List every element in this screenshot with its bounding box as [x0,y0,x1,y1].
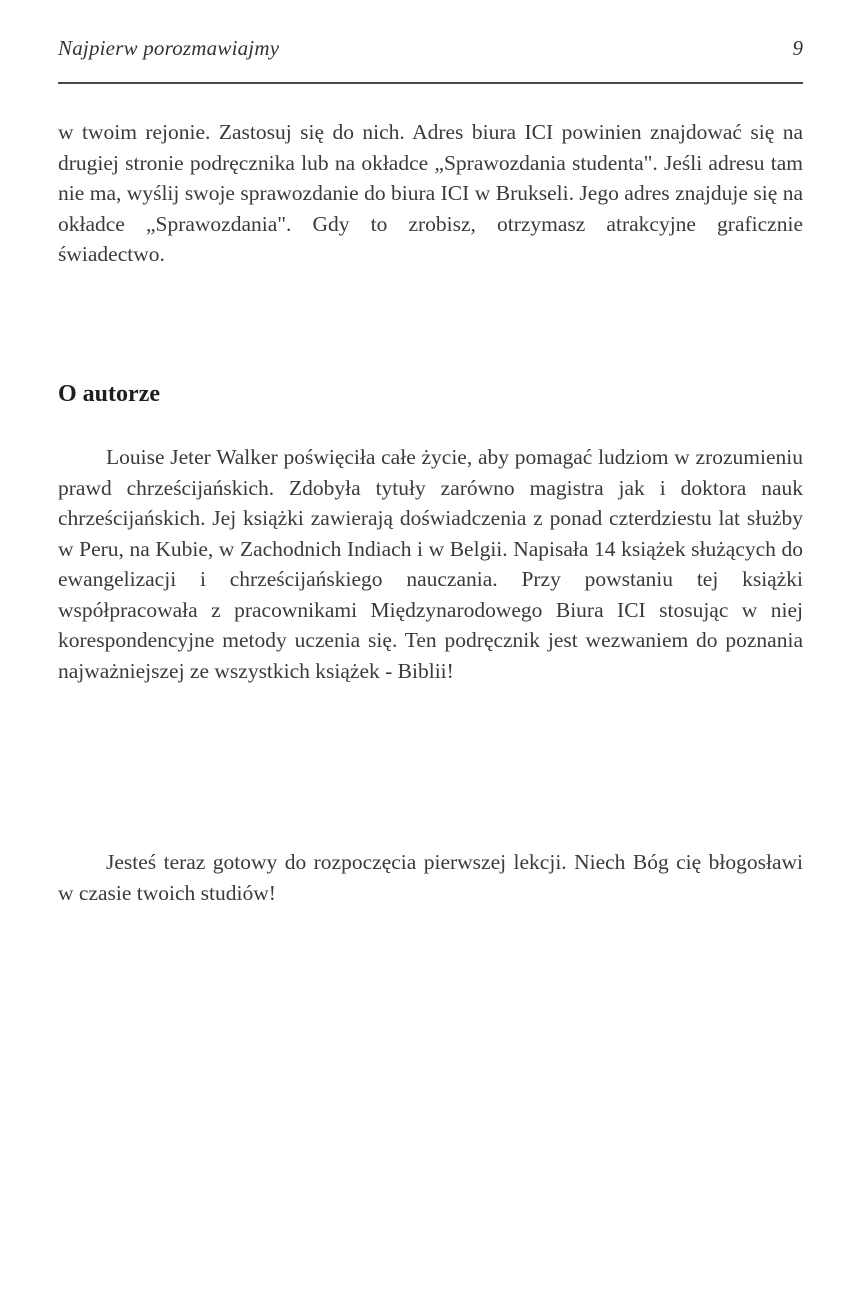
section-heading: O autorze [58,381,160,407]
author-bio-paragraph: Louise Jeter Walker poświęciła całe życie, aby pomagać ludziom w zrozumieniu prawd chrześcijańskich. Zdobyła tytuły zarówno magistra jak i doktora nauk chrześcijańskich. Jej książki zawierają doświadczenia z ponad czterdziestu lat służby w Peru, na Kubie, w Zachodnich Indiach i w Belgii. Napisała 14 książek służących do ewangelizacji i chrześcijańskiego nauczania. Przy powstaniu tej książki współpracowała z pracownikami Międzynarodowego Biura ICI stosując w niej korespondencyjne metody uczenia się. Ten podręcznik jest wezwaniem do poznania najważniejszej ze wszystkich książek - Biblii! [58,445,803,683]
closing-paragraph: Jesteś teraz gotowy do rozpoczęcia pierwszej lekcji. Niech Bóg cię błogosławi w czasie twoich studiów! [58,850,803,905]
intro-paragraph: w twoim rejonie. Zastosuj się do nich. Adres biura ICI powinien znajdować się na drugiej stronie podręcznika lub na okładce „Sprawozdania studenta". Jeśli adresu tam nie ma, wyślij swoje sprawozdanie do biura ICI w Brukseli. Jego adres znajduje się na okładce „Sprawozdania". Gdy to zrobisz, otrzymasz atrakcyjne graficznie świadectwo. [58,120,803,266]
running-title: Najpierw porozmawiajmy [58,36,280,60]
header-divider [58,82,803,84]
page-number: 9 [792,36,803,60]
running-header [58,36,803,68]
